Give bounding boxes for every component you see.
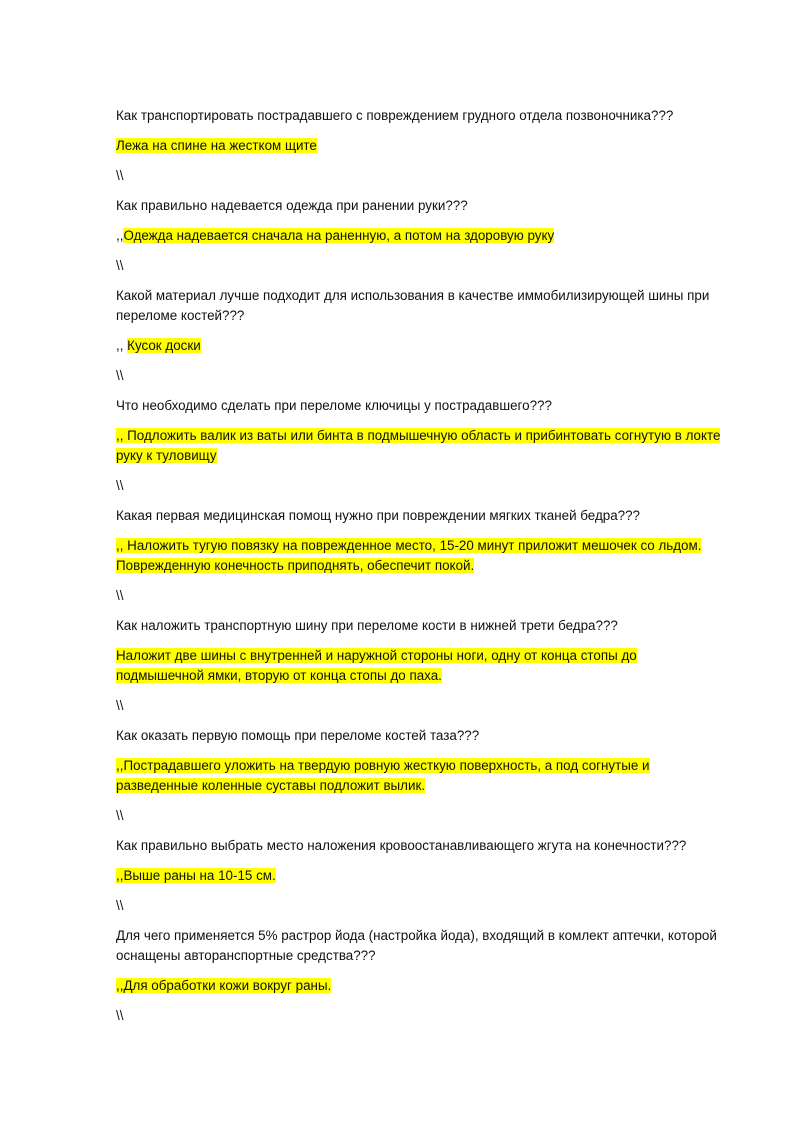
question-8: Как правильно выбрать место наложения кровоостанавливающего жгута на конечности???: [116, 838, 687, 853]
separator-7: \\: [116, 808, 124, 823]
separator-8: \\: [116, 898, 124, 913]
answer-6: [116, 646, 726, 686]
answer-text-4: ,, Подложить валик из ваты или бинта в подмышечную область и прибинтовать согнутую в локте руку к туловищу: [116, 428, 721, 463]
document-content: [116, 106, 726, 1036]
answer-4: [116, 426, 726, 466]
separator-1: \\: [116, 168, 124, 183]
question-5: Какая первая медицинская помощ нужно при повреждении мягких тканей бедра???: [116, 508, 641, 523]
answer-text-6: Наложит две шины с внутренней и наружной стороны ноги, одну от конца стопы до подмышечной ямки, вторую от конца стопы до паха.: [116, 648, 637, 683]
separator-3: \\: [116, 368, 124, 383]
answer-3: [116, 336, 726, 356]
answer-2: [116, 226, 726, 246]
answer-8: [116, 866, 726, 886]
question-3: Какой материал лучше подходит для использования в качестве иммобилизирующей шины при переломе костей???: [116, 288, 710, 323]
answer-text-9: ,,Для обработки кожи вокруг раны.: [116, 978, 332, 993]
separator-2: \\: [116, 258, 124, 273]
separator-5: \\: [116, 588, 124, 603]
answer-text-8: ,,Выше раны на 10-15 см.: [116, 868, 276, 883]
question-9: Для чего применяется 5% растрор йода (настройка йода), входящий в комлект аптечки, которой оснащены авторанспортные средства???: [116, 928, 717, 963]
answer-prefix-2: ,,: [116, 228, 124, 243]
answer-text-7: ,,Пострадавшего уложить на твердую ровную жесткую поверхность, а под согнутые и разведенные коленные суставы подложит вылик.: [116, 758, 650, 793]
answer-9: [116, 976, 726, 996]
question-2: Как правильно надевается одежда при ранении руки???: [116, 198, 468, 213]
answer-text-2: Одежда надевается сначала на раненную, а потом на здоровую руку: [123, 228, 555, 243]
answer-text-5: ,, Наложить тугую повязку на поврежденное место, 15-20 минут приложит мешочек со льдом. Поврежденную конечность приподнять, обеспечит покой.: [116, 538, 702, 573]
answer-text-1: Лежа на спине на жестком щите: [116, 138, 317, 153]
question-7: Как оказать первую помощь при переломе костей таза???: [116, 728, 480, 743]
answer-text-3: Кусок доски: [127, 338, 201, 353]
answer-5: [116, 536, 726, 576]
separator-6: \\: [116, 698, 124, 713]
question-6: Как наложить транспортную шину при переломе кости в нижней трети бедра???: [116, 618, 618, 633]
question-1: Как транспортировать пострадавшего с повреждением грудного отдела позвоночника???: [116, 108, 674, 123]
answer-7: [116, 756, 726, 796]
question-4: Что необходимо сделать при переломе ключицы у пострадавшего???: [116, 398, 552, 413]
answer-1: [116, 136, 726, 156]
separator-9: \\: [116, 1008, 124, 1023]
answer-prefix-3: ,,: [116, 338, 128, 353]
separator-4: \\: [116, 478, 124, 493]
